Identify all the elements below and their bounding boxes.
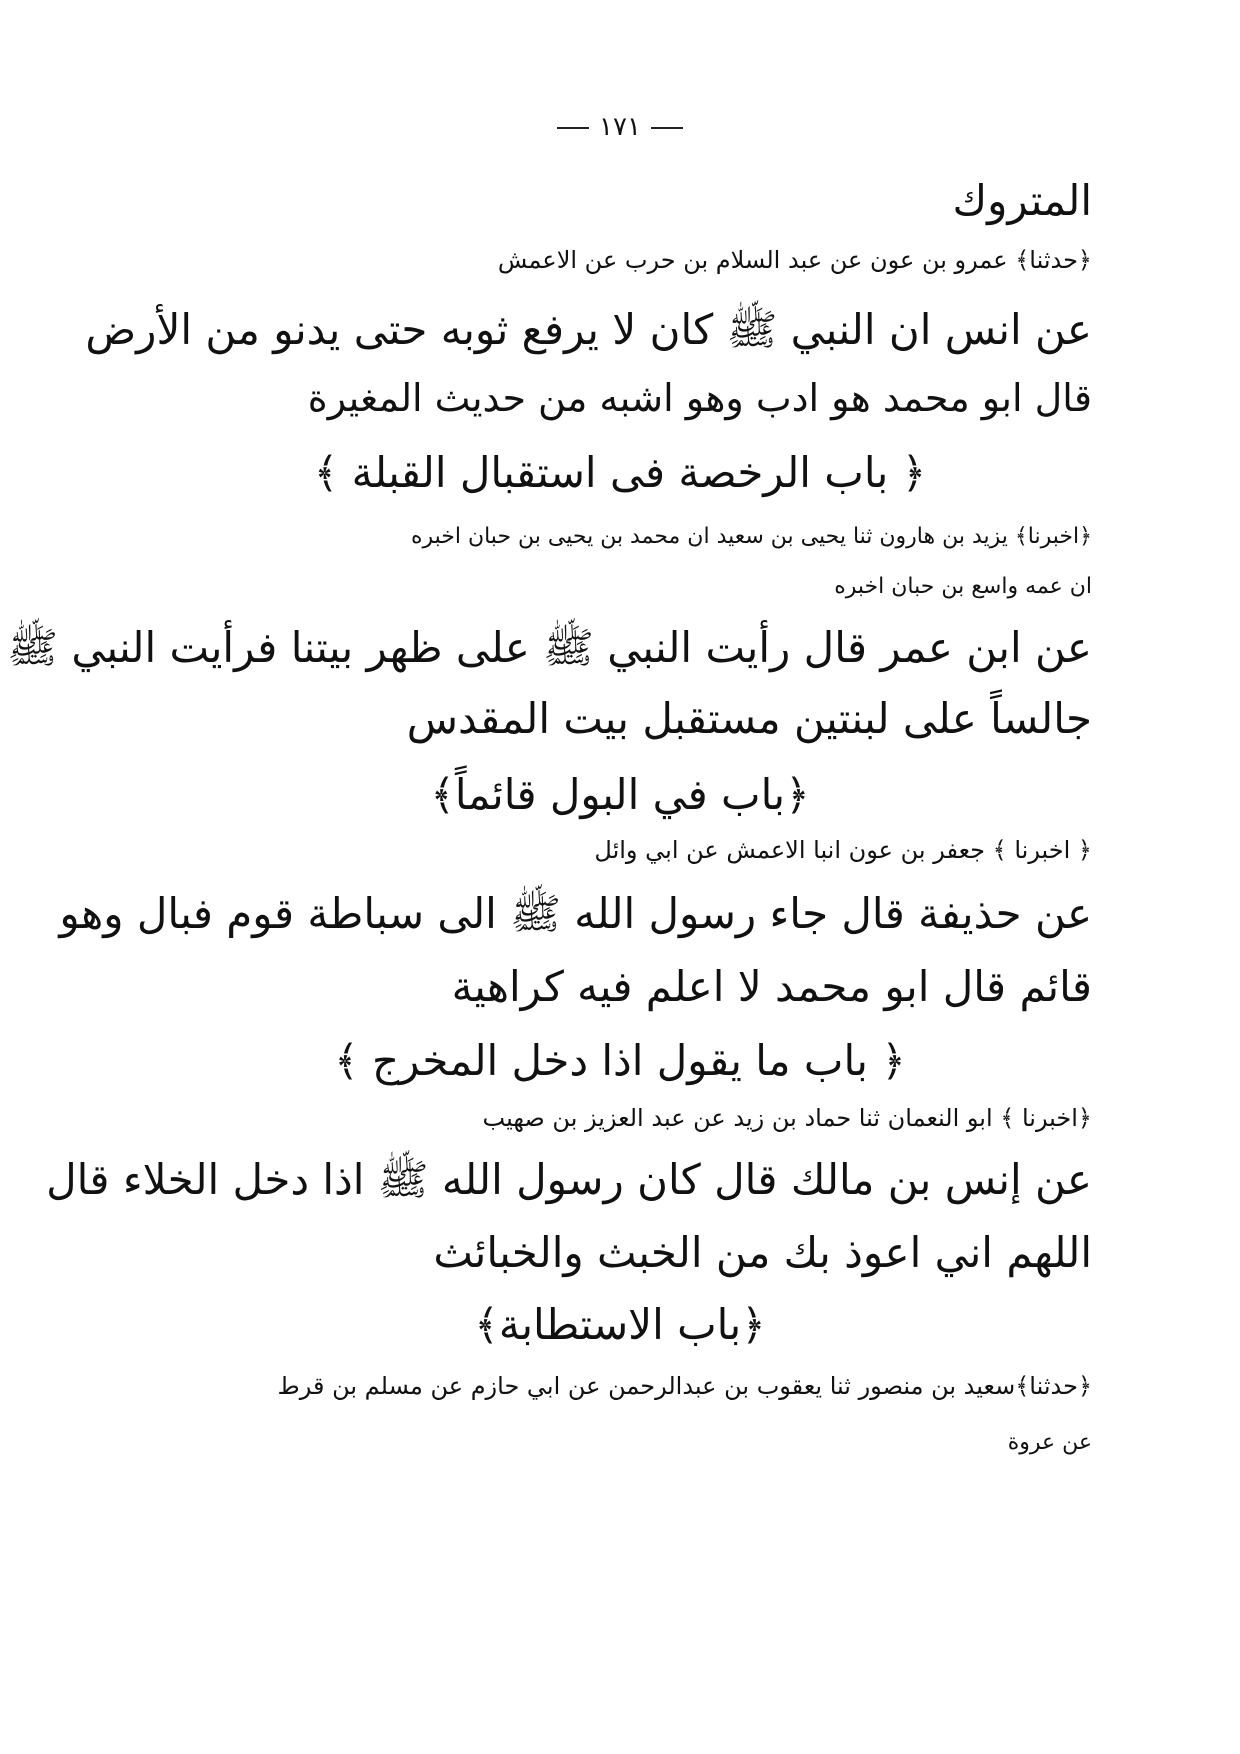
isnad-line-5-cont: عن عروة — [1007, 1430, 1092, 1455]
chapter-heading-1: ﴿ باب الرخصة فى استقبال القبلة ﴾ — [313, 448, 927, 497]
header-dash-right — [651, 127, 683, 129]
matn-line-2-cont: جالساً على لبنتين مستقبل بيت المقدس — [406, 694, 1092, 743]
matn-line-4-cont: اللهم اني اعوذ بك من الخبث والخبائث — [433, 1228, 1092, 1277]
matn-line-3-cont: قائم قال ابو محمد لا اعلم فيه كراهية — [451, 962, 1092, 1011]
matn-line-4: عن إنس بن مالك قال كان رسول الله ﷺ اذا دخل الخلاء قال — [46, 1155, 1092, 1204]
matn-line-2: عن ابن عمر قال رأيت النبي ﷺ على ظهر بيتنا فرأيت النبي ﷺ — [7, 623, 1092, 672]
isnad-line-2-cont: ان عمه واسع بن حبان اخبره — [834, 574, 1092, 599]
text-line-1: المتروك — [952, 176, 1092, 225]
isnad-line-4: ﴿اخبرنا ﴾ ابو النعمان ثنا حماد بن زيد عن عبد العزيز بن صهيب — [482, 1104, 1092, 1132]
commentary-line-1: قال ابو محمد هو ادب وهو اشبه من حديث المغيرة — [307, 376, 1092, 420]
chapter-heading-3: ﴿ باب ما يقول اذا دخل المخرج ﴾ — [334, 1036, 906, 1085]
matn-line-3: عن حذيفة قال جاء رسول الله ﷺ الى سباطة قوم فبال وهو — [59, 889, 1092, 938]
chapter-heading-4: ﴿باب الاستطابة﴾ — [474, 1300, 766, 1349]
page-number: ١٧١ — [599, 112, 641, 142]
chapter-heading-2: ﴿باب في البول قائماً﴾ — [430, 770, 810, 819]
matn-line-1: عن انس ان النبي ﷺ كان لا يرفع ثوبه حتى يدنو من الأرض — [85, 305, 1092, 354]
page-number-header — [0, 112, 1240, 142]
header-dash-left — [557, 127, 589, 129]
isnad-line-2: ﴿اخبرنا﴾ يزيد بن هارون ثنا يحيى بن سعيد ان محمد بن يحيى بن حبان اخبره — [410, 524, 1092, 549]
isnad-line-5: ﴿حدثنا﴾سعيد بن منصور ثنا يعقوب بن عبدالرحمن عن ابي حازم عن مسلم بن قرط — [277, 1372, 1092, 1400]
isnad-line-1: ﴿حدثنا﴾ عمرو بن عون عن عبد السلام بن حرب عن الاعمش — [497, 246, 1092, 274]
isnad-line-3: ﴿ اخبرنا ﴾ جعفر بن عون انبا الاعمش عن ابي وائل — [594, 836, 1092, 864]
